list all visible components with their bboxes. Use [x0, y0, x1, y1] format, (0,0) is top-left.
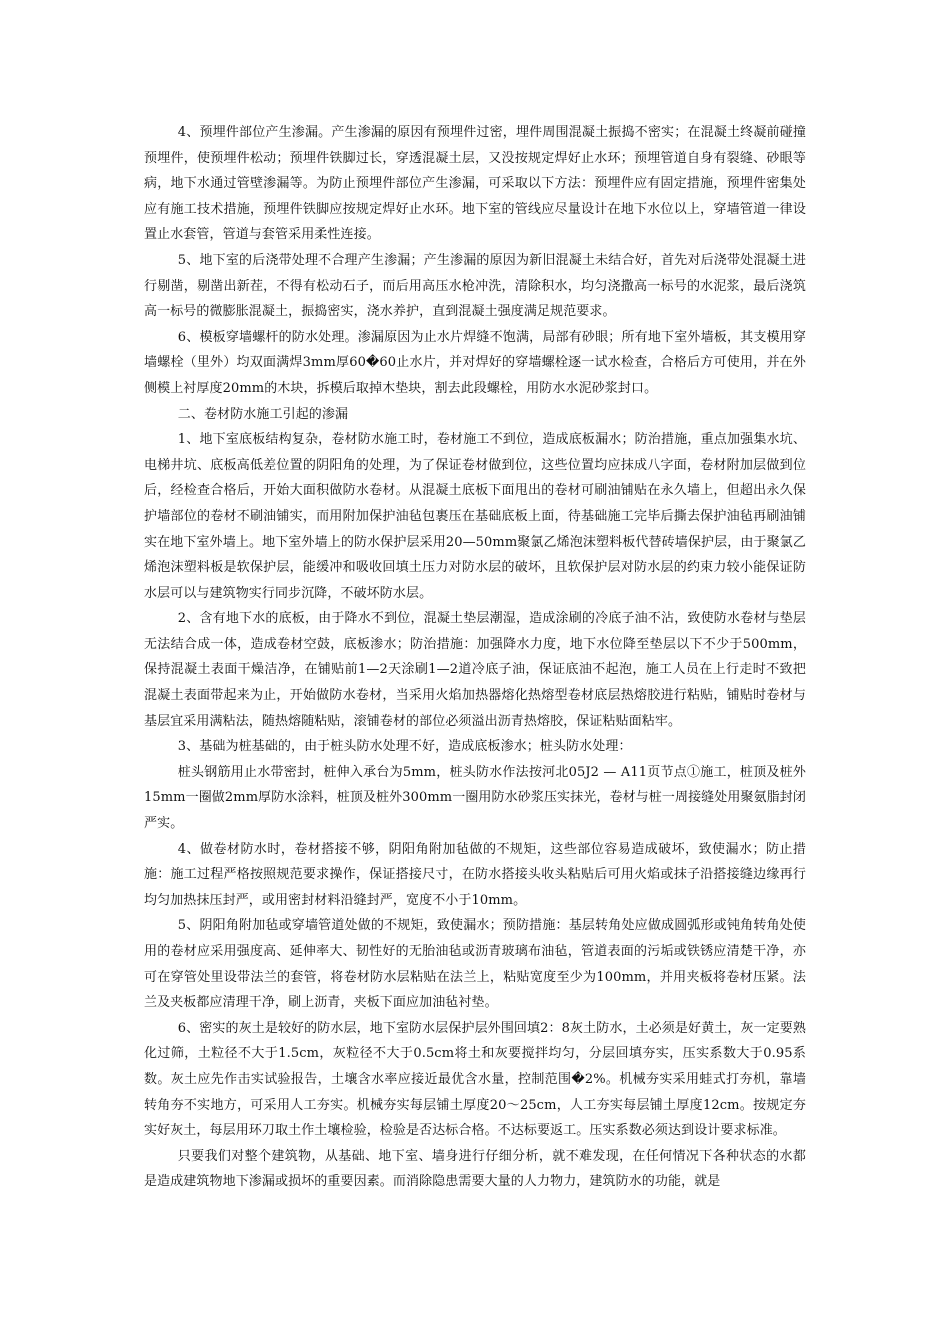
- paragraph-corner-pipe-treatment: 5、阴阳角附加毡或穿墙管道处做的不规矩，致使漏水；预防措施：基层转角处应做成圆弧形或钝角转角处使用的卷材应采用强度高、延伸率大、韧性好的无胎油毡或沥青玻璃布油毡，管道表面的污垢或铁锈应清楚干净，亦可在穿管处里设带法兰的套管，将卷材防水层粘贴在法兰上，粘贴宽度至少为100mm，并用夹板将卷材压紧。法兰及夹板都应清理干净，刷上沥青，夹板下面应加油毡衬垫。: [144, 918, 806, 1011]
- paragraph-post-pour-strip-leakage: 5、地下室的后浇带处理不合理产生渗漏；产生渗漏的原因为新旧混凝土未结合好，首先对后浇带处混凝土进行剔凿，剔凿出新茬，不得有松动石子，而后用高压水枪冲洗，清除积水，均匀浇撒高一标号的水泥浆，最后浇筑高一标号的微膨胀混凝土，振捣密实，浇水养护，直到混凝土强度满足规范要求。: [144, 252, 806, 320]
- paragraph-basement-floor-membrane: 1、地下室底板结构复杂，卷材防水施工时，卷材施工不到位，造成底板漏水；防治措施，重点加强集水坑、电梯井坑、底板高低差位置的阴阳角的处理，为了保证卷材做到位，这些位置均应抹成八字面，卷材附加层做到位后，经检查合格后，开始大面积做防水卷材。从混凝土底板下面甩出的卷材可刷油铺贴在永久墙上，但超出永久保护墙部位的卷材不刷油铺实，而用附加保护油毡包裹压在基础底板上面，待基础施工完毕后撕去保护油毡再刷油铺实在地下室外墙上。地下室外墙上的防水保护层采用20—50mm聚氯乙烯泡沫塑料板代替砖墙保护层，由于聚氯乙烯泡沫塑料板是软保护层，能缓冲和吸收回填土压力对防水层的破坏，且软保护层对防水层的约束力较小能保证防水层可以与建筑物实行同步沉降，不破坏防水层。: [144, 432, 806, 601]
- paragraph-pile-head-treatment: 桩头钢筋用止水带密封，桩伸入承台为5mm，桩头防水作法按河北05J2 — A11页节点①施工，桩顶及桩外15mm一圈做2mm厚防水涂料，桩顶及桩外300mm一圈用防水砂浆压实抹光，卷材与桩一周接缝处用聚氨脂封闭严实。: [144, 764, 806, 832]
- paragraph-pile-foundation: 3、基础为桩基础的，由于桩头防水处理不好，造成底板渗水；桩头防水处理：: [177, 739, 632, 755]
- paragraph-lime-soil-layer: 6、密实的灰土是较好的防水层，地下室防水层保护层外围回填2：8灰土防水，土必须是好黄土，灰一定要熟化过筛，土粒径不大于1.5cm，灰粒径不大于0.5cm将土和灰要搅拌均匀，分层回填夯实，压实系数大于0.95系数。灰土应先作击实试验报告，土壤含水率应接近最优含水量，控制范围�2%。机械夯实采用蛙式打夯机，靠墙转角夯不实地方，可采用人工夯实。机械夯实每层铺土厚度20～25cm，人工夯实每层铺土厚度12cm。按规定夯实好灰土，每层用环刀取土作土壤检验，检验是否达标合格。不达标要返工。压实系数必须达到设计要求标准。: [144, 1020, 806, 1139]
- paragraph-membrane-overlap: 4、做卷材防水时，卷材搭接不够，阴阳角附加毡做的不规矩，这些部位容易造成破坏，致使漏水；防止措施：施工过程严格按照规范要求操作，保证搭接尺寸，在防水搭接头收头粘贴后可用火焰或抹子沿搭接缝边缘再行均匀加热抹压封严，或用密封材料沿缝封严，宽度不小于10mm。: [144, 841, 806, 908]
- paragraph-embedded-parts-leakage: 4、预埋件部位产生渗漏。产生渗漏的原因有预埋件过密，埋件周围混凝土振捣不密实；在混凝土终凝前碰撞预埋件，使预埋件松动；预埋件铁脚过长，穿透混凝土层，又没按规定焊好止水环；预埋管道自身有裂缝、砂眼等病，地下水通过管壁渗漏等。为防止预埋件部位产生渗漏，可采取以下方法：预埋件应有固定措施，预埋件密集处应有施工技术措施，预埋件铁脚应按规定焊好止水环。地下室的管线应尽量设计在地下水位以上，穿墙管道一律设置止水套管，管道与套管采用柔性连接。: [144, 125, 806, 243]
- paragraph-groundwater-floor: 2、含有地下水的底板，由于降水不到位，混凝土垫层潮湿，造成涂刷的冷底子油不沾，致使防水卷材与垫层无法结合成一体，造成卷材空鼓，底板渗水；防治措施：加强降水力度，地下水位降至垫层以下不少于500mm，保持混凝土表面干燥洁净，在铺贴前1—2天涂刷1—2道冷底子油，保证底油不起泡，施工人员在上行走时不致把混凝土表面带起来为止，开始做防水卷材，当采用火焰加热器熔化热熔型卷材底层热熔胶进行粘贴，铺贴时卷材与基层宜采用满粘法，随热熔随粘贴，滚铺卷材的部位必须溢出沥青热熔胶，保证粘贴面粘牢。: [144, 611, 806, 729]
- paragraph-formwork-bolt-waterproofing: 6、模板穿墙螺杆的防水处理。渗漏原因为止水片焊缝不饱满，局部有砂眼；所有地下室外墙板，其支模用穿墙螺栓（里外）均双面满焊3mm厚60�60止水片，并对焊好的穿墙螺栓逐一试水检查，合格后方可使用，并在外侧模上衬厚度20mm的木块，拆模后取掉木垫块，割去此段螺栓，用防水水泥砂浆封口。: [144, 329, 806, 396]
- paragraph-conclusion: 只要我们对整个建筑物，从基础、地下室、墙身进行仔细分析，就不难发现，在任何情况下各种状态的水都是造成建筑物地下渗漏或损坏的重要因素。而消除隐患需要大量的人力物力，建筑防水的功能，就是: [144, 1148, 806, 1190]
- document-page: [144, 120, 806, 1195]
- section-heading-membrane-leakage: 二、卷材防水施工引起的渗漏: [177, 406, 349, 422]
